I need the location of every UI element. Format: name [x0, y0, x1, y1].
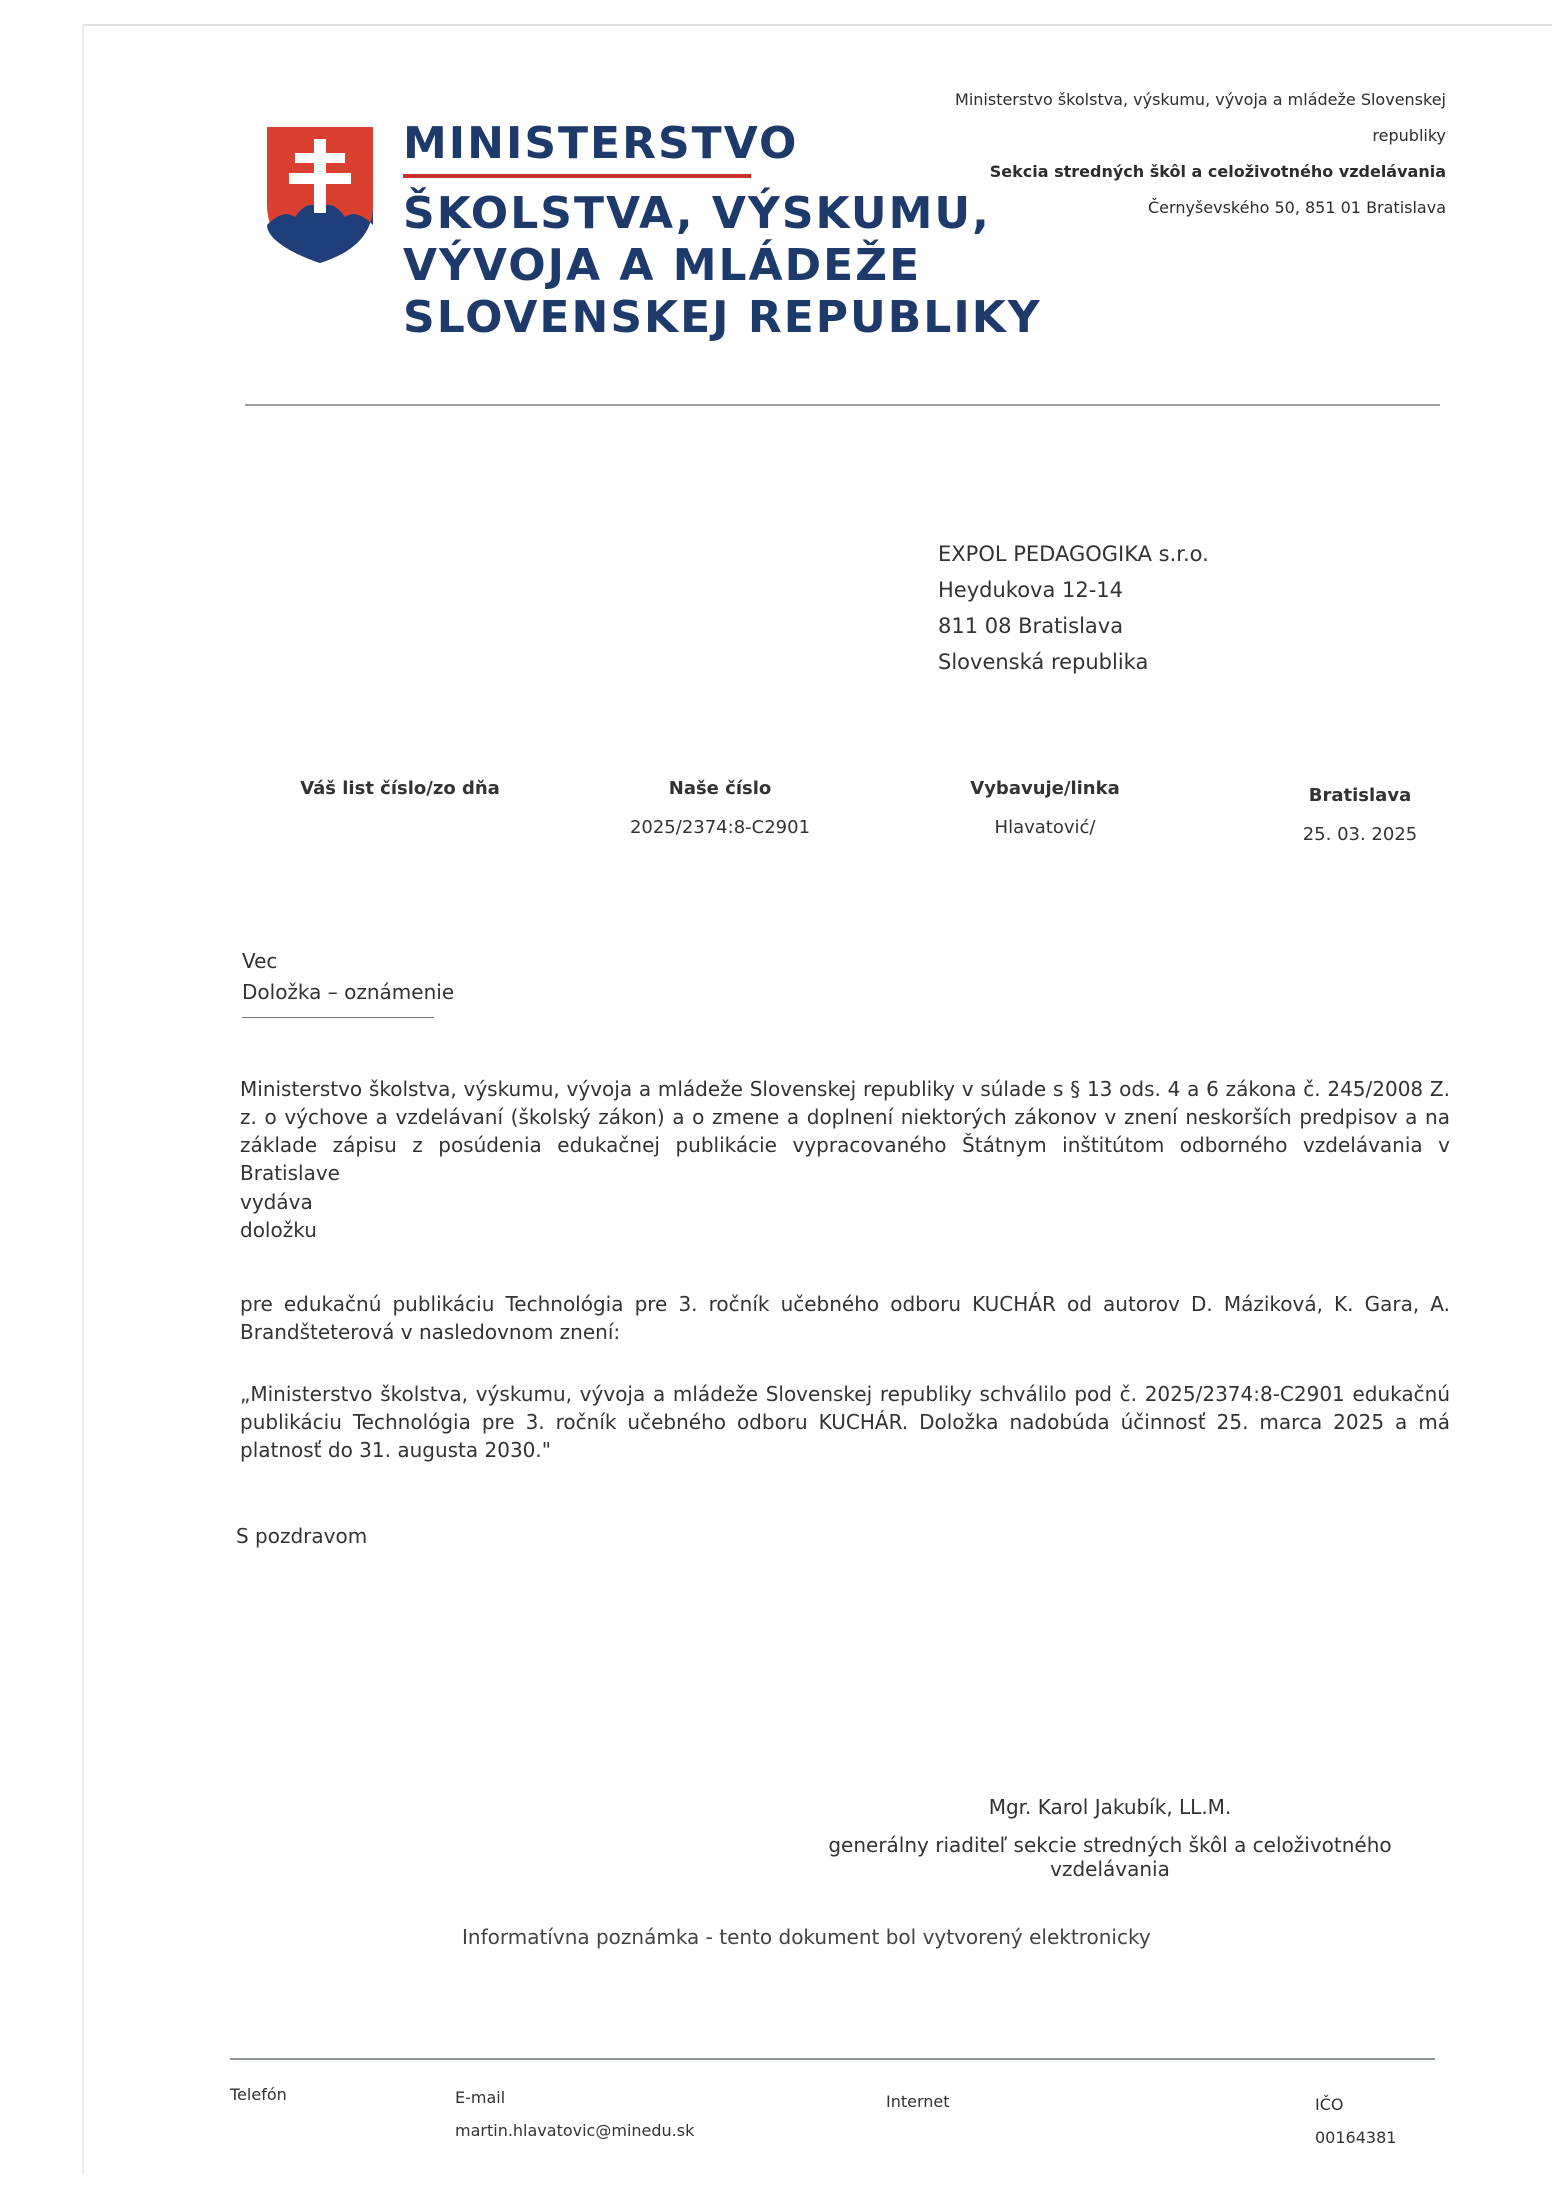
body-clause: doložku — [240, 1218, 317, 1242]
footer-internet — [886, 2092, 950, 2111]
body-issues: vydáva — [240, 1190, 313, 1214]
brand-red-rule — [403, 174, 751, 178]
recipient-name: EXPOL PEDAGOGIKA s.r.o. — [938, 542, 1209, 566]
signature-block — [780, 1795, 1440, 1881]
brand-line-3: VÝVOJA A MLÁDEŽE — [403, 240, 922, 291]
footer-phone — [230, 2085, 287, 2104]
sender-address — [955, 82, 1446, 226]
body-paragraph-2: pre edukačnú publikáciu Technológia pre 3. ročník učebného odboru KUCHÁR od autorov D. Máziková, K. Gara, A. Brandšteterová v nasledovnom znení: — [240, 1292, 1450, 1344]
sender-line-2: republiky — [1372, 126, 1446, 145]
sender-street: Černyševského 50, 851 01 Bratislava — [1148, 198, 1446, 217]
footer-ico — [1315, 2095, 1396, 2147]
footer-email — [455, 2088, 694, 2140]
footer-divider — [230, 2058, 1435, 2060]
ref-your-letter-label: Váš list číslo/zo dňa — [300, 778, 500, 799]
subject-block — [242, 946, 454, 1008]
recipient-country: Slovenská republika — [938, 650, 1149, 674]
coat-of-arms-icon — [265, 125, 375, 265]
brand-line-2: ŠKOLSTVA, VÝSKUMU, — [403, 188, 991, 239]
scan-edge-left — [82, 24, 84, 2174]
recipient-city: 811 08 Bratislava — [938, 614, 1124, 638]
sender-line-1: Ministerstvo školstva, výskumu, vývoja a mládeže Slovenskej — [955, 90, 1446, 109]
ref-handled-by-value: Hlavatović/ — [994, 817, 1096, 838]
ref-handled-by-label: Vybavuje/linka — [970, 778, 1120, 799]
subject-label: Vec — [242, 949, 278, 973]
ref-your-letter — [300, 778, 500, 817]
ref-our-number — [600, 778, 840, 838]
footer-phone-label: Telefón — [230, 2085, 287, 2104]
ref-place-date — [1270, 785, 1450, 845]
signatory-name: Mgr. Karol Jakubík, LL.M. — [988, 1795, 1232, 1819]
brand-line-4: SLOVENSKEJ REPUBLIKY — [403, 292, 1042, 343]
recipient-address — [938, 536, 1209, 680]
brand-line-1: MINISTERSTVO — [403, 118, 799, 169]
footer-ico-value: 00164381 — [1315, 2128, 1397, 2147]
ref-handled-by — [945, 778, 1145, 838]
recipient-street: Heydukova 12-14 — [938, 578, 1124, 602]
footer-ico-label: IČO — [1315, 2095, 1344, 2114]
footer-email-label: E-mail — [455, 2088, 506, 2107]
subject-underline — [242, 1017, 434, 1018]
ref-date-value: 25. 03. 2025 — [1302, 824, 1418, 845]
signatory-title: generálny riaditeľ sekcie stredných škôl a celoživotného vzdelávania — [828, 1833, 1392, 1881]
ministry-wordmark — [403, 118, 1042, 344]
electronic-document-note: Informatívna poznámka - tento dokument bol vytvorený elektronicky — [462, 1925, 1151, 1949]
ref-place-label: Bratislava — [1308, 785, 1412, 806]
ref-our-number-value: 2025/2374:8-C2901 — [629, 817, 811, 838]
header-divider — [245, 404, 1440, 406]
body-paragraph-3: „Ministerstvo školstva, výskumu, vývoja a mládeže Slovenskej republiky schválilo pod č. 2025/2374:8-C2901 edukačnú publikáciu Technológia pre 3. ročník učebného odboru KUCHÁR. Doložka nadobúda účinnosť 25. marca 2025 a má platnosť do 31. augusta 2030." — [240, 1382, 1450, 1462]
body-paragraph-1: Ministerstvo školstva, výskumu, vývoja a mládeže Slovenskej republiky v súlade s § 13 ods. 4 a 6 zákona č. 245/2008 Z. z. o výchove a vzdelávaní (školský zákon) a o zmene a doplnení niektorých zákonov v znení neskorších predpisov a na základe zápisu z posúdenia edukačnej publikácie vypracovaného Štátnym inštitútom odborného vzdelávania v Bratislave — [240, 1077, 1450, 1185]
ref-our-number-label: Naše číslo — [668, 778, 772, 799]
footer-email-value[interactable]: martin.hlavatovic@minedu.sk — [455, 2121, 695, 2140]
closing-greeting: S pozdravom — [236, 1524, 368, 1548]
scan-edge-top — [82, 24, 1552, 26]
footer-internet-label: Internet — [886, 2092, 950, 2111]
sender-section: Sekcia stredných škôl a celoživotného vzdelávania — [989, 162, 1446, 181]
subject-value: Doložka – oznámenie — [242, 980, 455, 1004]
